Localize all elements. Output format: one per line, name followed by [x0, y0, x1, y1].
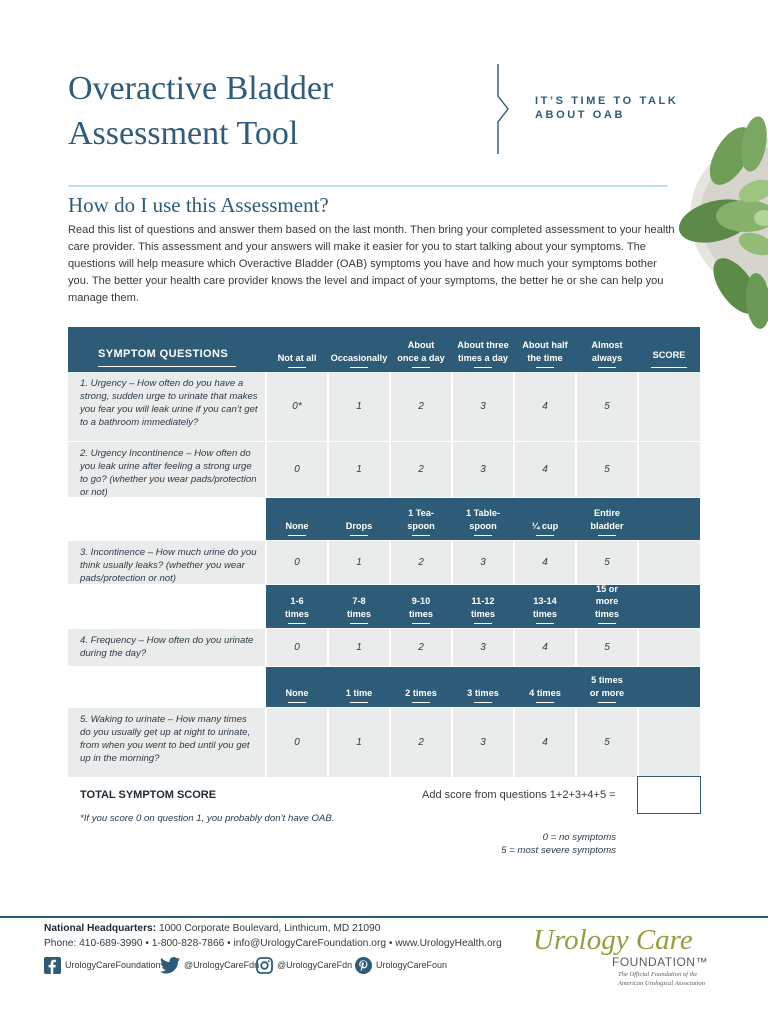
header-underline	[474, 367, 492, 368]
column-header: Occasionally	[330, 352, 388, 363]
twitter-link[interactable]: @UrologyCareFdn	[160, 955, 259, 975]
column-header: About once a day	[397, 340, 445, 363]
answer-value: 1	[356, 641, 362, 653]
table-gridline	[389, 708, 391, 777]
table-gridline	[575, 629, 577, 666]
question-text: 1. Urgency – How often do you have a strong, sudden urge to urinate that makes you fear you will leak urine if you can’t get to a bathroom immediately?	[80, 378, 258, 428]
header-underline	[350, 623, 368, 624]
intro-paragraph: Read this list of questions and answer them based on the last month. Then bring your completed assessment to your health care provider. This assessment and your answers will make it easier for you to start talking about your symptoms. The questions will help measure which Overactive Bladder (OAB) symptoms you have and how much your symptoms bother you. The better your health care provider knows the level and impact of your symptoms, the better he or she can help you manage them.	[68, 224, 675, 304]
header-underline	[474, 535, 492, 536]
table-gridline	[389, 442, 391, 497]
total-score-instruction: Add score from questions 1+2+3+4+5 =	[422, 789, 616, 801]
answer-value: 0	[294, 736, 300, 748]
total-score-label: TOTAL SYMPTOM SCORE	[80, 789, 217, 801]
column-header: 11-12 times	[470, 596, 495, 619]
answer-value: 2	[418, 556, 424, 568]
instagram-icon	[256, 957, 273, 974]
header-underline	[412, 702, 430, 703]
table-gridline	[451, 708, 453, 777]
column-header: 5 times or more	[589, 675, 625, 698]
answer-value: 0	[294, 463, 300, 475]
header-underline	[288, 535, 306, 536]
header-underline	[598, 535, 616, 536]
table-gridline	[389, 372, 391, 441]
header-underline	[536, 367, 554, 368]
column-header: About three times a day	[457, 340, 509, 363]
column-header: Drops	[345, 520, 373, 531]
header-underline	[98, 366, 236, 367]
column-header: 7-8 times	[346, 596, 371, 619]
score-header: SCORE	[652, 350, 686, 360]
column-header: 1 Table- spoon	[465, 508, 501, 531]
answer-value: 2	[418, 641, 424, 653]
column-header: Not at all	[277, 352, 317, 363]
table-gridline	[265, 442, 267, 497]
header-underline	[598, 702, 616, 703]
table-gridline	[327, 629, 329, 666]
answer-value: 3	[480, 736, 486, 748]
column-header: 4 times	[529, 687, 561, 698]
table-gridline	[575, 708, 577, 777]
table-gridline	[637, 708, 639, 777]
header-underline	[288, 367, 306, 368]
column-header: 3 times	[467, 687, 499, 698]
answer-value: 5	[604, 463, 610, 475]
column-header: 1-6 times	[284, 596, 309, 619]
table-gridline	[327, 708, 329, 777]
answer-value: 4	[542, 463, 548, 475]
pinterest-icon	[355, 957, 372, 974]
header-underline	[412, 623, 430, 624]
question-text: 5. Waking to urinate – How many times do you usually get up at night to urinate, from when you went to bed until you get up in the morning?	[80, 714, 251, 764]
column-header: 13-14 times	[532, 596, 557, 619]
twitter-icon	[160, 957, 180, 974]
table-gridline	[265, 629, 267, 666]
title-line-2: Assessment Tool	[68, 115, 299, 152]
answer-value: 0*	[292, 400, 302, 412]
table-gridline	[513, 629, 515, 666]
answer-value: 4	[542, 400, 548, 412]
section-heading: How do I use this Assessment?	[68, 193, 329, 217]
score-legend: 0 = no symptoms 5 = most severe symptoms	[501, 832, 616, 856]
answer-value: 1	[356, 463, 362, 475]
header-underline	[350, 535, 368, 536]
column-header: About half the time	[522, 340, 568, 363]
succulent-plant-image	[676, 96, 768, 336]
table-gridline	[327, 442, 329, 497]
table-gridline	[513, 372, 515, 441]
title-line-1: Overactive Bladder	[68, 70, 334, 107]
page-title	[68, 66, 333, 156]
symptom-questions-header: SYMPTOM QUESTIONS	[98, 348, 229, 360]
table-gridline	[389, 541, 391, 584]
column-header: 9-10 times	[408, 596, 433, 619]
table-gridline	[451, 629, 453, 666]
table-gridline	[451, 372, 453, 441]
table-gridline	[513, 708, 515, 777]
answer-value: 5	[604, 641, 610, 653]
hq-address-line: National Headquarters: 1000 Corporate Boulevard, Linthicum, MD 21090	[44, 923, 381, 934]
table-gridline	[513, 541, 515, 584]
facebook-icon	[44, 957, 61, 974]
table-gridline	[451, 541, 453, 584]
header-underline	[536, 623, 554, 624]
header-underline	[536, 702, 554, 703]
table-gridline	[637, 442, 639, 497]
pinterest-link[interactable]: UrologyCareFoun	[355, 955, 447, 975]
answer-value: 4	[542, 556, 548, 568]
table-gridline	[637, 372, 639, 441]
answer-value: 1	[356, 400, 362, 412]
answer-value: 2	[418, 400, 424, 412]
answer-value: 2	[418, 736, 424, 748]
column-header: None	[285, 520, 309, 531]
column-header: 1 time	[345, 687, 373, 698]
answer-value: 3	[480, 463, 486, 475]
answer-value: 5	[604, 400, 610, 412]
table-gridline	[575, 442, 577, 497]
header-underline	[474, 702, 492, 703]
answer-value: 1	[356, 556, 362, 568]
table-gridline	[265, 372, 267, 441]
answer-value: 0	[294, 641, 300, 653]
header-underline	[288, 702, 306, 703]
column-header: None	[285, 687, 309, 698]
table-gridline	[575, 541, 577, 584]
table-gridline	[327, 372, 329, 441]
table-gridline	[451, 442, 453, 497]
header-underline	[288, 623, 306, 624]
answer-value: 3	[480, 556, 486, 568]
logo-foundation-text: FOUNDATION™	[612, 955, 708, 969]
contact-line: Phone: 410-689-3990 • 1-800-828-7866 • info@UrologyCareFoundation.org • www.UrologyHealth.org	[44, 938, 502, 949]
footer-divider	[0, 916, 768, 918]
answer-value: 1	[356, 736, 362, 748]
facebook-link[interactable]: UrologyCareFoundation	[44, 955, 161, 975]
question-text: 2. Urgency Incontinence – How often do you leak urine after feeling a strong urge to go? (whether you wear pads/protection or not)	[80, 448, 257, 498]
table-gridline	[265, 541, 267, 584]
column-header: ¼ cup	[531, 520, 559, 531]
urology-care-logo: Urology Care	[533, 924, 693, 956]
table-gridline	[327, 541, 329, 584]
question-text: 3. Incontinence – How much urine do you think usually leaks? (whether you wear pads/protection or not)	[80, 547, 257, 584]
column-header: 15 or more times	[594, 583, 619, 619]
answer-value: 4	[542, 641, 548, 653]
answer-value: 0	[294, 556, 300, 568]
table-gridline	[637, 629, 639, 666]
answer-value: 3	[480, 400, 486, 412]
header-underline	[350, 702, 368, 703]
table-gridline	[575, 372, 577, 441]
header-underline	[651, 367, 687, 368]
footnote: *If you score 0 on question 1, you probably don’t have OAB.	[80, 813, 335, 824]
chevron-divider-icon	[497, 64, 511, 154]
table-gridline	[513, 442, 515, 497]
header-underline	[598, 623, 616, 624]
answer-value: 4	[542, 736, 548, 748]
column-header: 1 Tea- spoon	[407, 508, 435, 531]
column-header: 2 times	[405, 687, 437, 698]
logo-subtitle: The Official Foundation of the American Urological Association	[618, 971, 706, 987]
header-underline	[412, 367, 430, 368]
table-gridline	[637, 541, 639, 584]
header-underline	[598, 367, 616, 368]
header-underline	[412, 535, 430, 536]
total-score-input[interactable]	[637, 776, 701, 814]
header-divider	[68, 185, 668, 187]
column-header: Entire bladder	[590, 508, 624, 531]
table-gridline	[389, 629, 391, 666]
answer-value: 3	[480, 641, 486, 653]
answer-value: 5	[604, 556, 610, 568]
header-underline	[536, 535, 554, 536]
answer-value: 5	[604, 736, 610, 748]
question-text: 4. Frequency – How often do you urinate during the day?	[80, 635, 254, 659]
table-gridline	[265, 708, 267, 777]
instagram-link[interactable]: @UrologyCareFdn	[256, 955, 352, 975]
header-underline	[350, 367, 368, 368]
header-underline	[474, 623, 492, 624]
column-header: Almost always	[591, 340, 623, 363]
answer-value: 2	[418, 463, 424, 475]
tagline: IT’S TIME TO TALK ABOUT OAB	[535, 95, 679, 121]
